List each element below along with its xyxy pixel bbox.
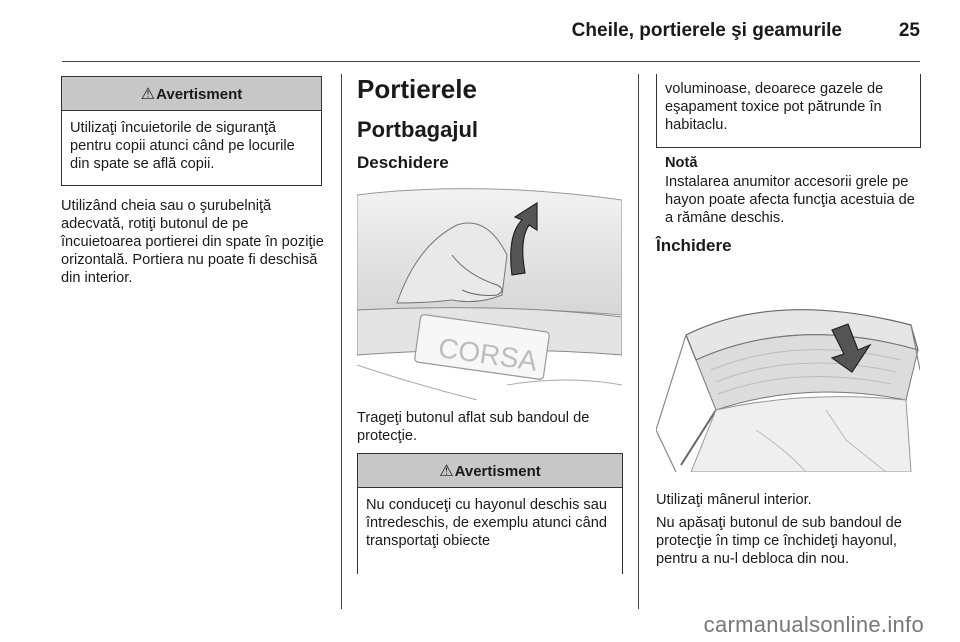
- plate-text: CORSA: [436, 332, 540, 377]
- warning-title: Avertisment: [156, 86, 243, 103]
- note-text: Instalarea anumitor accesorii grele pe hayon poate afecta funcţia acestuia de a rămâne deschis.: [665, 174, 915, 226]
- driving-open-warning-box: [357, 453, 623, 574]
- header-rule: [62, 61, 920, 62]
- footer-watermark: carmanualsonline.info: [703, 612, 924, 637]
- hand-opening-tailgate-icon: [357, 185, 622, 400]
- warning-text: Utilizaţi încuietorile de siguranţă pentru copii atunci când pe locurile din spate se află copii.: [70, 120, 295, 172]
- driving-open-warning-box-continued: [656, 74, 921, 148]
- running-header-title: Cheile, portierele şi geamurile: [571, 20, 842, 41]
- tailgate-opening-illustration: [357, 185, 622, 400]
- subsection-heading-tailgate: Portbagajul: [357, 117, 479, 142]
- column-divider-left: [341, 74, 342, 609]
- note-label: Notă: [665, 155, 698, 171]
- warning-triangle-icon: ⚠: [439, 463, 454, 480]
- section-heading-doors: Portierele: [357, 74, 477, 104]
- warning-header: [358, 454, 622, 488]
- warning-text: Nu conduceţi cu hayonul deschis sau întredeschis, de exemplu atunci când transportaţi obiecte: [366, 497, 607, 549]
- warning-text-continued: voluminoase, deoarece gazele de eşapament toxice pot pătrunde în habitaclu.: [665, 81, 884, 133]
- opening-caption: Trageţi butonul aflat sub bandoul de protecţie.: [357, 410, 590, 444]
- open-tailgate-closing-icon: [656, 290, 920, 472]
- child-lock-paragraph: Utilizând cheia sau o şurubelniţă adecvată, rotiţi butonul de pe încuietoarea portierei din spate în poziţie orizontală. Portiera nu poate fi deschisă din interior.: [61, 198, 324, 286]
- warning-header: [62, 77, 321, 111]
- warning-triangle-icon: ⚠: [140, 86, 156, 103]
- column-divider-right: [638, 74, 639, 609]
- heading-opening: Deschidere: [357, 153, 449, 172]
- closing-paragraph-1: Utilizaţi mânerul interior.: [656, 492, 812, 508]
- child-lock-warning-box: [61, 76, 322, 186]
- closing-paragraph-2: Nu apăsaţi butonul de sub bandoul de protecţie în timp ce închideţi hayonul, pentru a nu-l debloca din nou.: [656, 515, 902, 567]
- page-number: 25: [898, 20, 920, 41]
- warning-title: Avertisment: [454, 463, 541, 480]
- heading-closing: Închidere: [656, 236, 732, 255]
- tailgate-closing-illustration: [656, 290, 920, 472]
